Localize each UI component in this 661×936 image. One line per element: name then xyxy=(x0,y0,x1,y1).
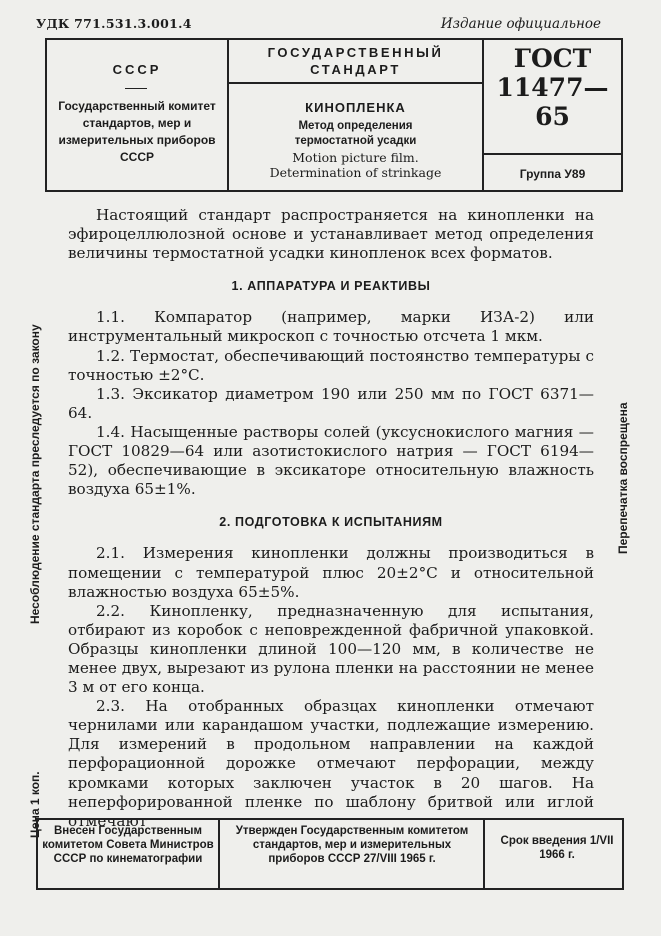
paragraph-1-1: 1.1. Компаратор (например, марки ИЗА-2) или инструментальный микроскоп с точностью отсчета 1 мкм. xyxy=(68,308,594,346)
paragraph-2-2: 2.2. Кинопленку, предназначенную для испытания, отбирают из коробок с неповрежденной фабричной упаковкой. Образцы кинопленки длиной 100—120 мм, в количестве не менее двух, вырезают из рулона пленки на расстоянии не менее 3 м от его конца. xyxy=(68,601,594,697)
divider xyxy=(125,88,147,89)
subtitle-russian: Метод определения термостатной усадки xyxy=(294,120,417,147)
title-cell xyxy=(229,40,482,190)
document-body xyxy=(68,206,594,831)
paragraph-2-3: 2.3. На отобранных образцах кинопленки отмечают чернилами или карандашом участки, подлежащие измерению. Для измерений в продольном направлении на каждой перфорационной дорожке отмечают перфорации, между кромками которых заключен участок в 20 шагов. На неперфорированной пленке по шаблону бритвой или иглой отмечают xyxy=(68,697,594,830)
paragraph-1-4: 1.4. Насыщенные растворы солей (уксуснокислого магния — ГОСТ 10829—64 или азотистокислого натрия — ГОСТ 6194—52), обеспечивающие в эксикаторе относительную влажность воздуха 65±1%. xyxy=(68,422,594,499)
introduced-by: Внесен Государственным комитетом Совета Министров СССР по кинематографии xyxy=(42,825,214,865)
group-code: Группа У89 xyxy=(519,167,586,181)
gost-cell xyxy=(484,40,621,190)
approved-by: Утвержден Государственным комитетом стандартов, мер и измерительных приборов СССР 27/VIII 1965 г. xyxy=(235,825,469,865)
title-russian: КИНОПЛЕНКА xyxy=(305,100,406,115)
country-label: СССР xyxy=(112,62,162,77)
gost-number: ГОСТ 11477—65 xyxy=(496,44,609,131)
edition-label: Издание официальное xyxy=(440,16,601,32)
header-box xyxy=(45,38,623,192)
title-english: Motion picture film. Determination of strinkage xyxy=(269,150,442,180)
paragraph-2-1: 2.1. Измерения кинопленки должны производиться в помещении с температурой плюс 20±2°С и относительной влажностью воздуха 65±5%. xyxy=(68,544,594,601)
paragraph-1-2: 1.2. Термостат, обеспечивающий постоянство температуры с точностью ±2°С. xyxy=(68,346,594,384)
committee-name: Государственный комитет стандартов, мер и измерительных приборов СССР xyxy=(58,99,216,164)
udk-code: УДК 771.531.3.001.4 xyxy=(36,16,192,31)
paragraph-1-3: 1.3. Эксикатор диаметром 190 или 250 мм по ГОСТ 6371—64. xyxy=(68,384,594,422)
standard-type: ГОСУДАРСТВЕННЫЙ СТАНДАРТ xyxy=(267,45,444,77)
effective-date: Срок введения 1/VII 1966 г. xyxy=(500,835,614,861)
footer-box xyxy=(36,818,624,890)
intro-paragraph: Настоящий стандарт распространяется на кинопленки на эфироцеллюлозной основе и устанавливает метод определения величины термостатной усадки кинопленок всех форматов. xyxy=(68,206,594,263)
issuer-cell xyxy=(47,40,227,190)
side-notice-law: Несоблюдение стандарта преследуется по закону xyxy=(28,324,42,624)
section-heading: 2. ПОДГОТОВКА К ИСПЫТАНИЯМ xyxy=(219,515,443,530)
section-heading: 1. АППАРАТУРА И РЕАКТИВЫ xyxy=(231,279,431,294)
price-label: Цена 1 коп. xyxy=(28,771,42,838)
side-notice-reprint: Перепечатка воспрещена xyxy=(616,402,630,554)
